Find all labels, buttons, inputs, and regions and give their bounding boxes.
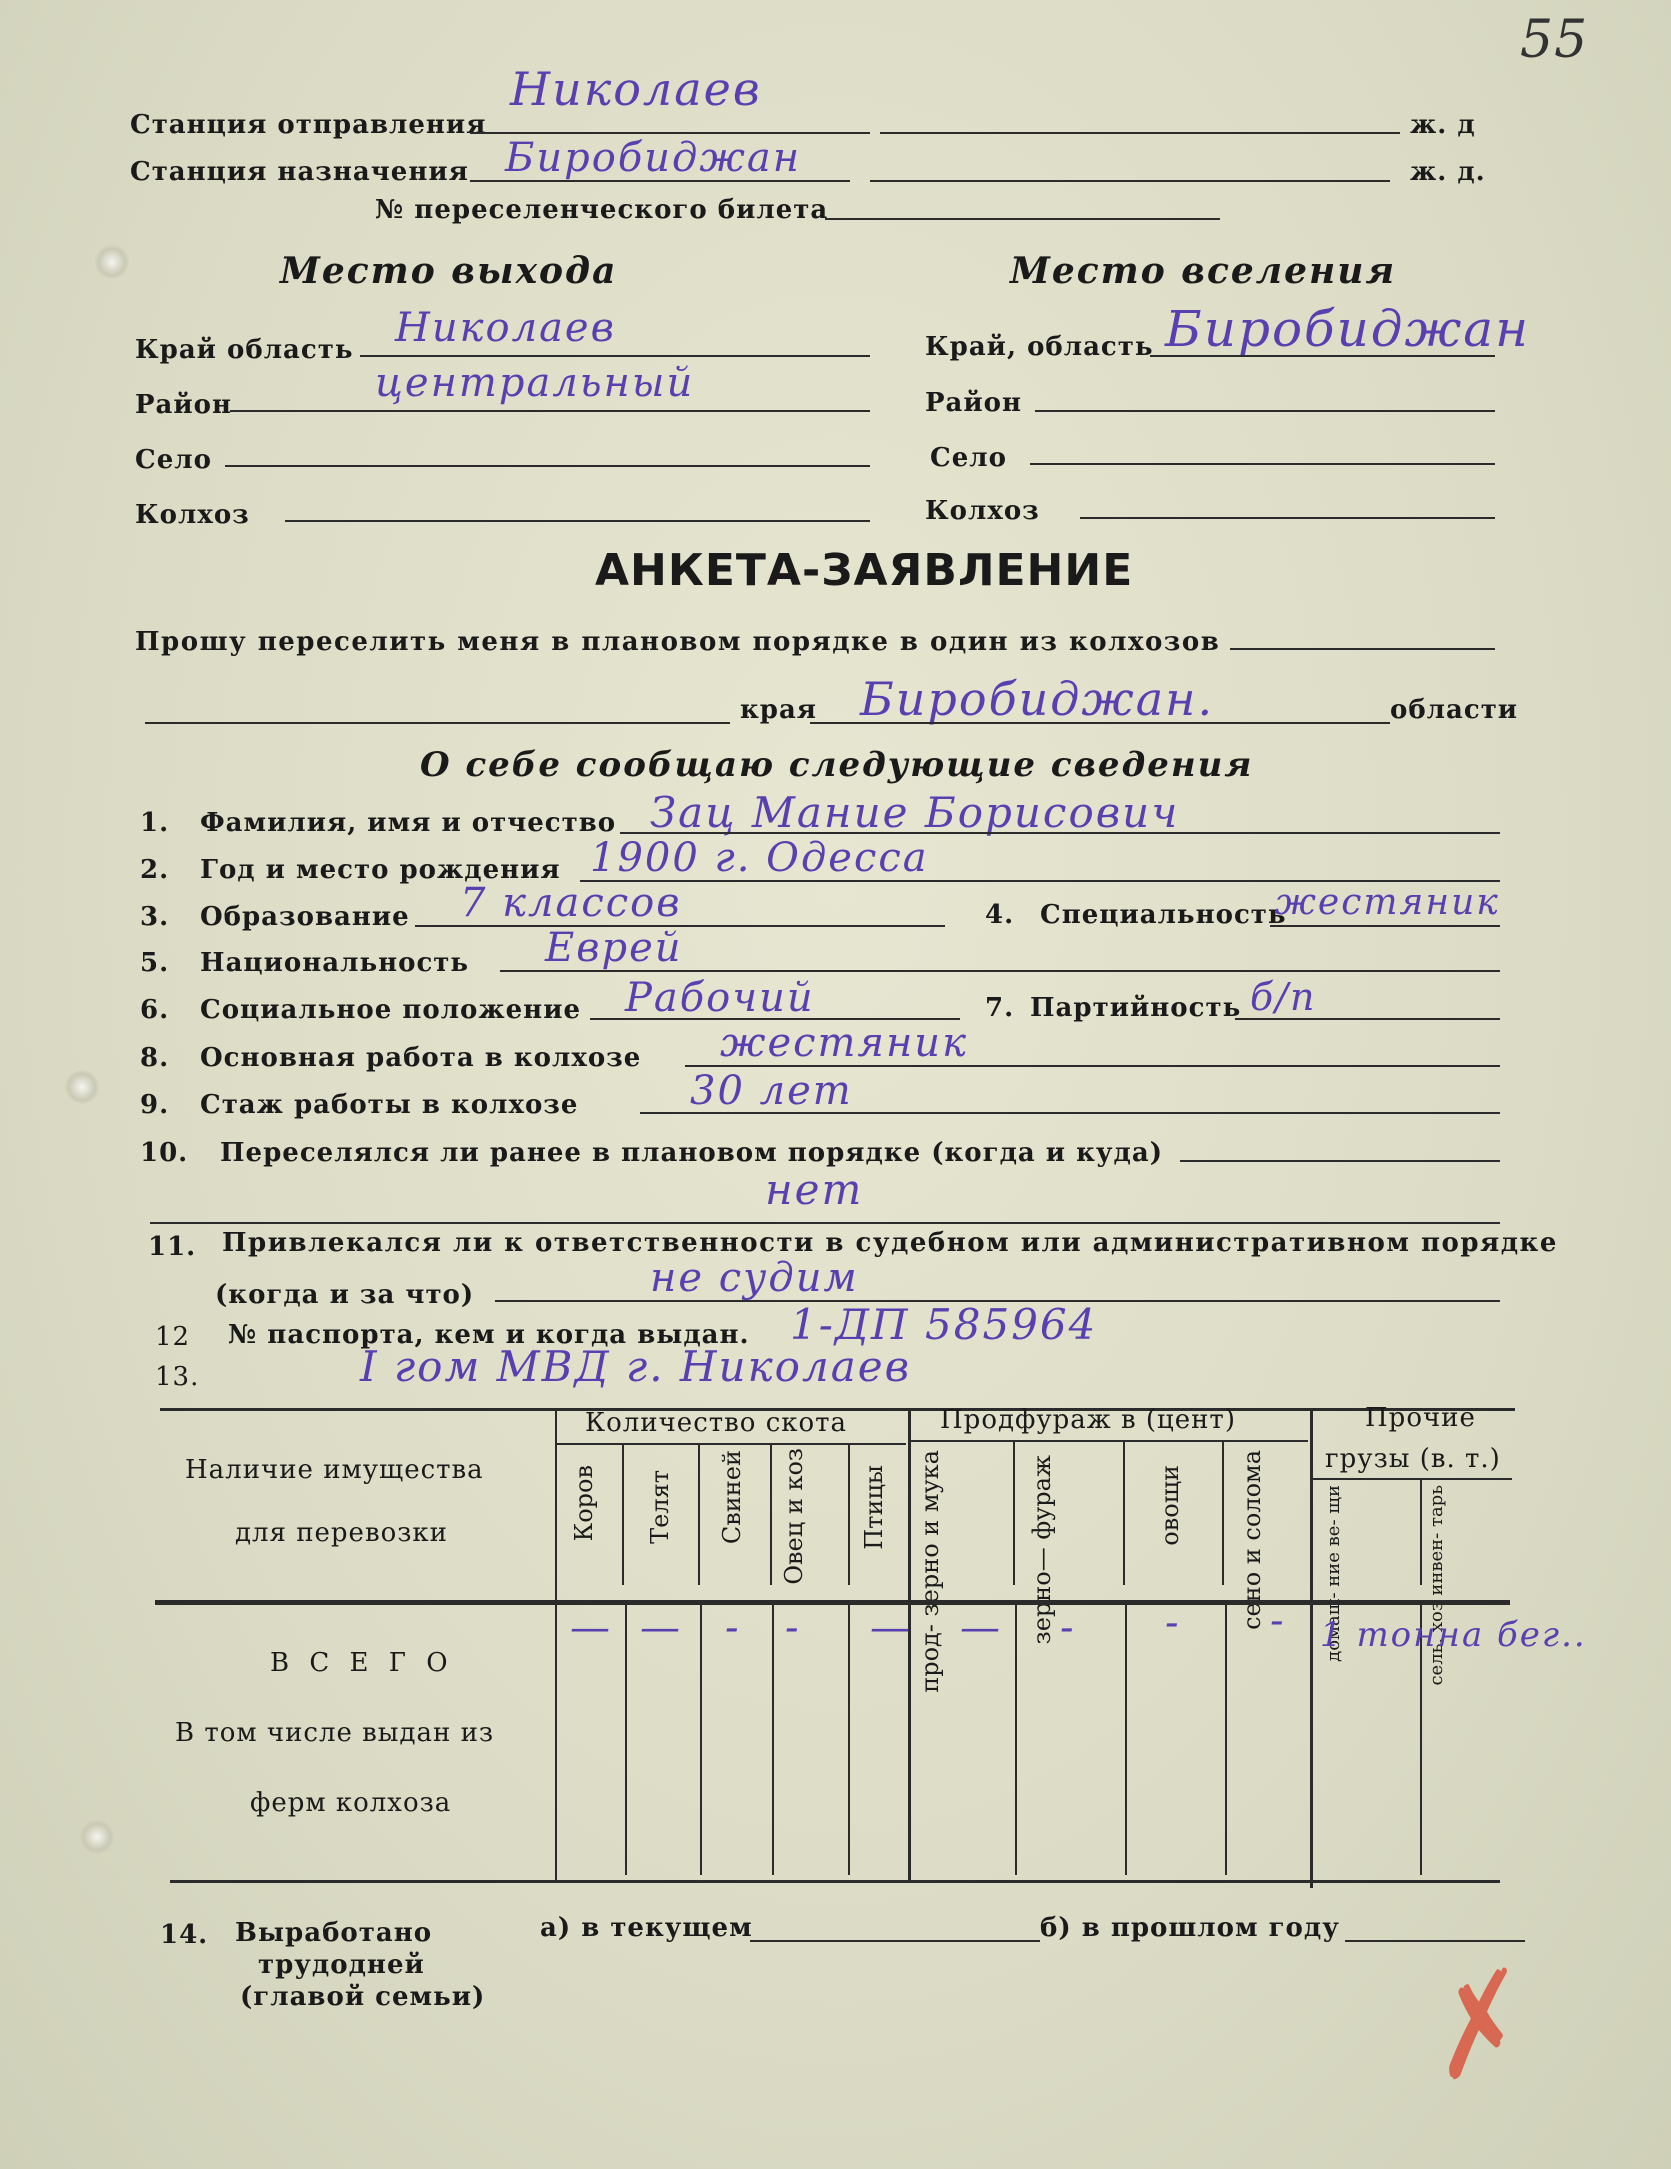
group-other: грузы (в. т.): [1325, 1444, 1501, 1474]
rail-suffix: ж. д.: [1410, 157, 1486, 187]
table-bottom-rule: [170, 1880, 1500, 1883]
rule: [685, 1065, 1500, 1067]
rule: [225, 465, 870, 467]
dep-region-value: Николаев: [395, 305, 616, 351]
workdays-previous-label: б) в прошлом году: [1040, 1913, 1340, 1943]
table-row-header: Наличие имущества: [185, 1455, 484, 1485]
workdays-label: (главой семьи): [240, 1982, 486, 2012]
total-hay: -: [1270, 1598, 1284, 1644]
included-label: В том числе выдан из: [175, 1718, 495, 1748]
field-value-name: Зац Мание Борисович: [650, 788, 1180, 837]
dep-village-label: Село: [135, 445, 212, 475]
workdays-label: Выработано: [235, 1918, 433, 1948]
field-label-tenure: Стаж работы в колхозе: [200, 1090, 579, 1120]
field-num: 6.: [140, 995, 170, 1025]
rule: [1080, 517, 1495, 519]
station-to-value: Биробиджан: [505, 135, 802, 181]
ticket-label: № переселенческого билета: [375, 195, 829, 225]
col-header-vegetables: овощи: [1156, 1465, 1184, 1546]
col-header-household: домаш- ние ве- щи: [1323, 1485, 1344, 1662]
arrival-heading: Место вселения: [1010, 250, 1397, 292]
station-from-value: Николаев: [510, 62, 762, 116]
col-divider: [1123, 1442, 1125, 1585]
rule: [620, 832, 1500, 834]
rule: [1270, 925, 1500, 927]
oblast-value: Биробиджан.: [860, 672, 1215, 726]
field-value-education: 7 классов: [460, 880, 682, 926]
body-divider: [1015, 1605, 1017, 1875]
rule: [870, 180, 1390, 182]
field-label-liability: Привлекался ли к ответственности в судебном или административном порядке: [222, 1228, 1558, 1258]
arr-village-label: Село: [930, 443, 1007, 473]
station-to-label: Станция назначения: [130, 157, 469, 187]
included-label: ферм колхоза: [250, 1788, 452, 1818]
rule: [556, 1443, 906, 1445]
field-label-specialty: Специальность: [1040, 900, 1287, 930]
field-num: 11.: [148, 1232, 197, 1262]
dep-district-value: центральный: [375, 360, 695, 406]
rule: [470, 132, 870, 134]
col-divider: [698, 1445, 700, 1585]
page-number: 55: [1520, 10, 1589, 70]
rule: [285, 520, 870, 522]
group-other: Прочие: [1365, 1403, 1476, 1433]
field-num: 12: [155, 1322, 191, 1352]
group-livestock: Количество скота: [585, 1408, 848, 1438]
total-cows: —: [570, 1605, 610, 1651]
col-header-pigs: Свиней: [718, 1450, 746, 1545]
table-divider: [1310, 1408, 1313, 1888]
arr-kolkhoz-label: Колхоз: [925, 496, 1040, 526]
arr-district-label: Район: [925, 388, 1023, 418]
col-divider: [1420, 1480, 1422, 1585]
field-label-passport: № паспорта, кем и когда выдан.: [228, 1320, 750, 1350]
field-num: 14.: [160, 1920, 209, 1950]
rule: [640, 1112, 1500, 1114]
rule: [470, 180, 850, 182]
field-num: 7.: [985, 993, 1015, 1023]
rule: [1030, 463, 1495, 465]
krai-label: края: [740, 695, 818, 725]
field-label-education: Образование: [200, 902, 410, 932]
body-divider: [555, 1605, 557, 1875]
arr-region-label: Край, область: [925, 332, 1154, 362]
body-divider: [1225, 1605, 1227, 1875]
field-label-work: Основная работа в колхозе: [200, 1043, 642, 1073]
body-divider: [772, 1605, 774, 1875]
field-num: 4.: [985, 900, 1015, 930]
table-header-rule: [155, 1600, 1510, 1605]
col-header-hay: сено и солома: [1238, 1450, 1266, 1630]
rule: [1035, 410, 1495, 412]
workdays-current-field: [750, 1940, 1040, 1942]
field-value-nationality: Еврей: [545, 925, 683, 971]
field-label-resettled: Переселялся ли ранее в плановом порядке (когда и куда): [220, 1138, 1164, 1168]
field-num: 9.: [140, 1090, 170, 1120]
field-value-passport: 1-ДП 585964: [790, 1300, 1098, 1349]
body-divider: [700, 1605, 702, 1875]
punch-hole: [65, 1070, 99, 1104]
dep-district-label: Район: [135, 390, 233, 420]
dep-kolkhoz-label: Колхоз: [135, 500, 250, 530]
group-feed: Продфураж в (цент): [940, 1405, 1236, 1435]
field-value-social: Рабочий: [625, 975, 815, 1021]
col-header-cows: Коров: [570, 1465, 598, 1542]
col-divider: [848, 1445, 850, 1585]
col-divider: [770, 1445, 772, 1585]
rule: [150, 1222, 1500, 1224]
total-label: В С Е Г О: [270, 1648, 454, 1678]
field-label-birth: Год и место рождения: [200, 855, 561, 885]
total-calves: —: [640, 1605, 680, 1651]
rule: [810, 722, 1390, 724]
field-num: 10.: [140, 1138, 189, 1168]
oblast-label: области: [1390, 695, 1519, 725]
total-vegetables: -: [1165, 1600, 1179, 1646]
field-value-resettled: нет: [765, 1165, 864, 1214]
rail-suffix: ж. д: [1410, 110, 1476, 140]
body-divider: [625, 1605, 627, 1875]
departure-heading: Место выхода: [280, 250, 618, 292]
field-value-passport-issuer: I гом МВД г. Николаев: [360, 1342, 912, 1391]
field-label-social: Социальное положение: [200, 995, 582, 1025]
field-num: 2.: [140, 855, 170, 885]
field-value-party: б/п: [1250, 975, 1317, 1019]
total-fodder: -: [1060, 1605, 1074, 1651]
rule: [910, 1440, 1308, 1442]
body-divider: [1125, 1605, 1127, 1875]
col-divider: [1013, 1442, 1015, 1585]
request-line: Прошу переселить меня в плановом порядке в один из колхозов: [135, 627, 1221, 657]
field-label-nationality: Национальность: [200, 948, 470, 978]
dep-region-label: Край область: [135, 335, 354, 365]
workdays-previous-field: [1345, 1940, 1525, 1942]
workdays-current-label: а) в текущем: [540, 1913, 753, 1943]
rule: [1235, 1018, 1500, 1020]
info-heading: О себе сообщаю следующие сведения: [420, 745, 1254, 785]
field-label-party: Партийность: [1030, 993, 1242, 1023]
rule: [880, 132, 1400, 134]
col-divider: [622, 1445, 624, 1585]
rule: [1312, 1478, 1512, 1480]
field-value-tenure: 30 лет: [690, 1068, 853, 1114]
total-grain: —: [960, 1605, 1000, 1651]
total-pigs: -: [725, 1605, 739, 1651]
field-num: 13.: [155, 1362, 200, 1392]
field-value-work: жестяник: [720, 1020, 968, 1066]
field-num: 3.: [140, 902, 170, 932]
field-value-specialty: жестяник: [1275, 882, 1500, 923]
punch-hole: [80, 1820, 114, 1854]
workdays-label: трудодней: [258, 1950, 425, 1980]
total-poultry: —: [870, 1605, 910, 1651]
rule: [360, 355, 870, 357]
station-from-label: Станция отправления: [130, 110, 487, 140]
punch-hole: [95, 245, 129, 279]
field-label-liability-2: (когда и за что): [215, 1280, 475, 1310]
body-divider: [848, 1605, 850, 1875]
field-label-name: Фамилия, имя и отчество: [200, 808, 617, 838]
col-header-grain: прод- зерно и мука: [916, 1450, 944, 1693]
col-header-sheep: Овец и коз: [780, 1448, 808, 1585]
rule: [1230, 648, 1495, 650]
form-title: АНКЕТА-ЗАЯВЛЕНИЕ: [595, 545, 1134, 596]
field-num: 1.: [140, 808, 170, 838]
field-num: 8.: [140, 1043, 170, 1073]
rule: [1180, 1160, 1500, 1162]
field-value-liability: не судим: [650, 1255, 859, 1301]
col-divider: [1222, 1442, 1224, 1585]
rule: [1150, 355, 1495, 357]
rule: [145, 722, 730, 724]
arr-region-value: Биробиджан: [1165, 300, 1531, 358]
field-value-birth: 1900 г. Одесса: [590, 835, 929, 881]
rule: [230, 410, 870, 412]
total-other-cargo: 1 тонна бег..: [1320, 1615, 1587, 1655]
col-header-fodder: зерно— фураж: [1028, 1455, 1056, 1645]
col-header-equipment: сель. хоз инвен- тарь: [1426, 1485, 1447, 1686]
ticket-field: [825, 218, 1220, 220]
col-header-poultry: Птицы: [860, 1465, 888, 1550]
rule: [500, 970, 1500, 972]
table-row-header: для перевозки: [235, 1518, 448, 1548]
field-num: 5.: [140, 948, 170, 978]
red-pencil-mark: ✗: [1399, 1946, 1542, 2113]
col-header-calves: Телят: [646, 1470, 674, 1544]
total-sheep: -: [785, 1605, 799, 1651]
